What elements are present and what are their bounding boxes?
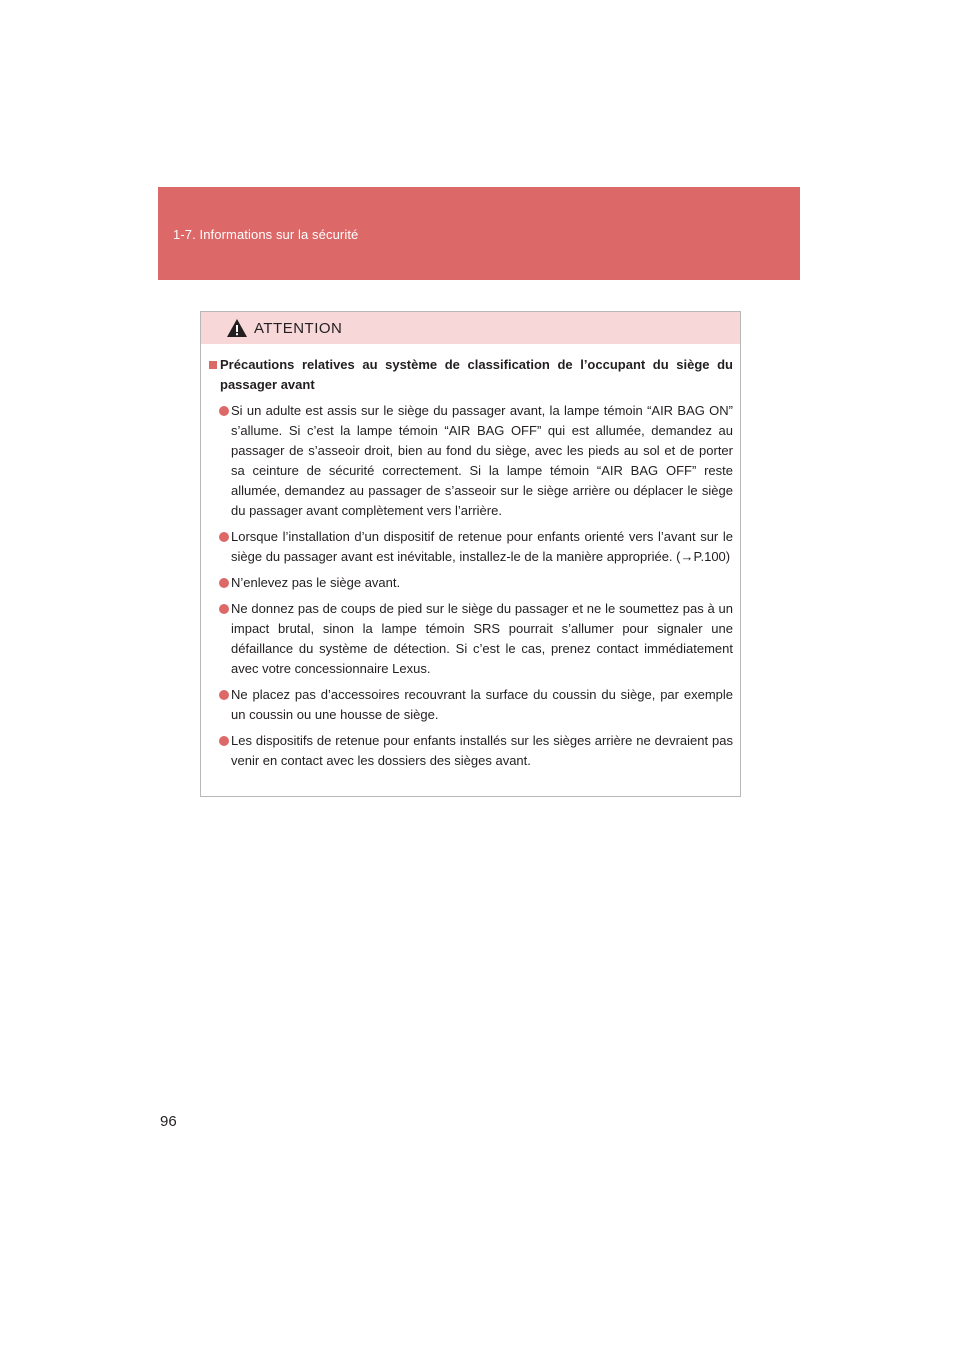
bullet-text: Si un adulte est assis sur le siège du passager avant, la lampe témoin “AIR BAG ON” s’allume. Si c’est la lampe témoin “AIR BAG OFF” qui est allumée, demandez au passager de s’asseoir droit, bien au fond du siège, avec les pieds au sol et de porter sa ceinture de sécurité correctement. Si la lampe témoin “AIR BAG OFF” reste allumée, demandez au passager de s’asseoir sur le siège arrière ou déplacer le siège du passager avant complètement vers l’arrière. xyxy=(231,403,733,518)
caution-box xyxy=(200,311,741,797)
caution-label: ATTENTION xyxy=(254,319,343,337)
round-bullet-icon xyxy=(219,578,229,588)
list-item xyxy=(209,401,733,521)
square-bullet-icon xyxy=(209,361,217,369)
bullet-text: Ne placez pas d’accessoires recouvrant la surface du coussin du siège, par exemple un coussin ou une housse de siège. xyxy=(231,687,733,722)
round-bullet-icon xyxy=(219,604,229,614)
round-bullet-icon xyxy=(219,736,229,746)
list-item xyxy=(209,527,733,567)
section-header-band xyxy=(158,187,800,280)
list-item xyxy=(209,731,733,771)
caution-heading-text: Précautions relatives au système de classification de l’occupant du siège du passager avant xyxy=(220,357,733,392)
caution-heading xyxy=(209,355,733,395)
round-bullet-icon xyxy=(219,690,229,700)
page-number: 96 xyxy=(160,1113,177,1130)
list-item xyxy=(209,599,733,679)
round-bullet-icon xyxy=(219,532,229,542)
list-item xyxy=(209,573,733,593)
bullet-text: Ne donnez pas de coups de pied sur le siège du passager et ne le soumettez pas à un impact brutal, sinon la lampe témoin SRS pourrait s’allumer pour signaler une défaillance du système de détection. Si c’est le cas, prenez contact immédiatement avec votre concessionnaire Lexus. xyxy=(231,601,733,676)
round-bullet-icon xyxy=(219,406,229,416)
caution-body xyxy=(201,344,740,771)
warning-triangle-icon xyxy=(226,318,248,338)
bullet-text: N’enlevez pas le siège avant. xyxy=(231,575,401,590)
bullet-text: Lorsque l’installation d’un dispositif de retenue pour enfants orienté vers l’avant sur le siège du passager avant est inévitable, installez-le de la manière appropriée. (→P.100) xyxy=(231,529,733,564)
bullet-text: Les dispositifs de retenue pour enfants installés sur les sièges arrière ne devraient pas venir en contact avec les dossiers des sièges avant. xyxy=(231,733,733,768)
list-item xyxy=(209,685,733,725)
caution-header xyxy=(201,312,740,344)
section-title: 1-7. Informations sur la sécurité xyxy=(173,227,359,242)
caution-bullet-list xyxy=(209,401,733,771)
